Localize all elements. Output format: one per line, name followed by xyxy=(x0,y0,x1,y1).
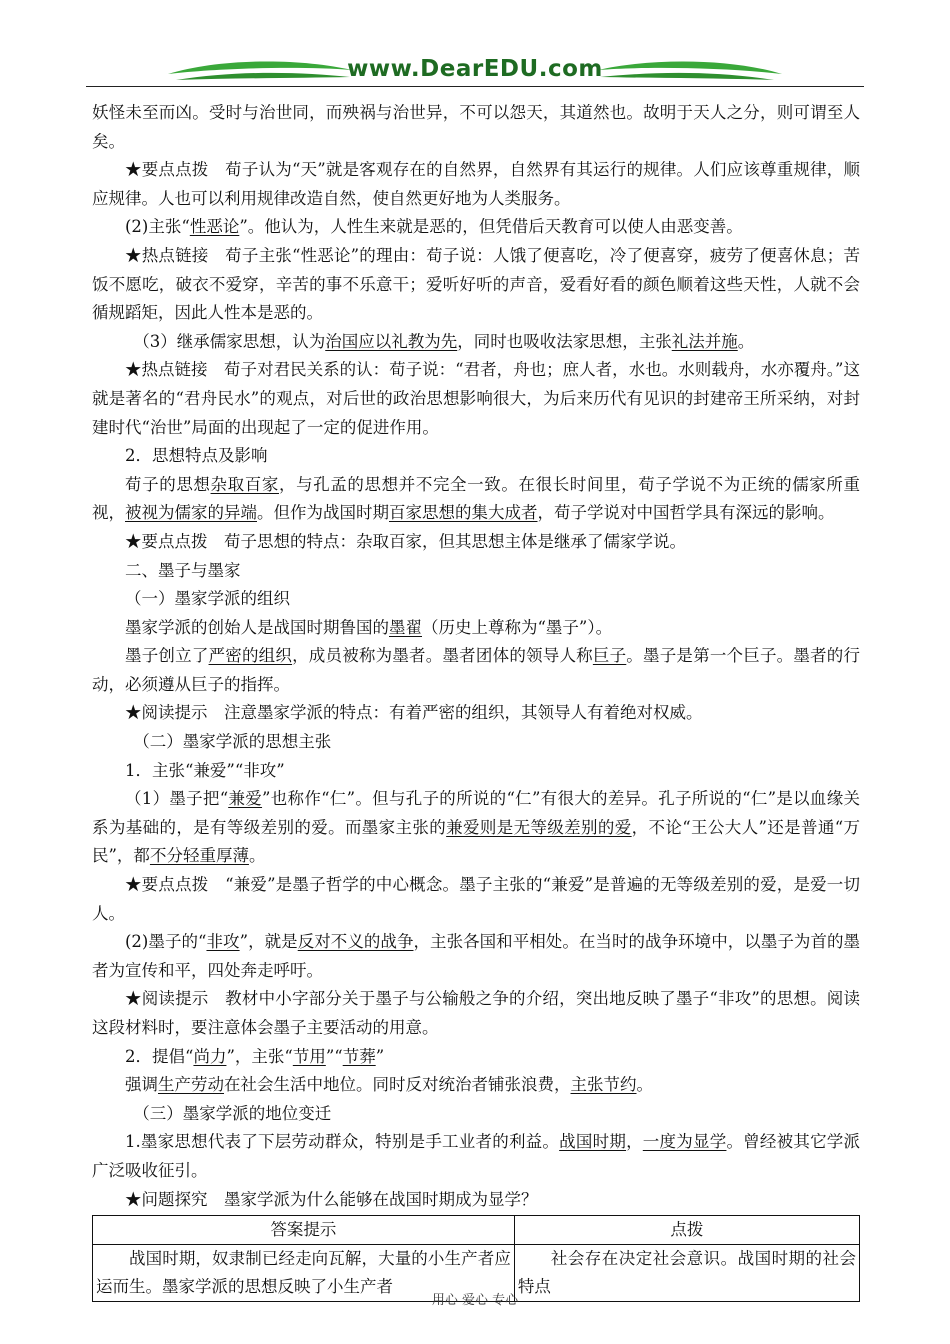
paragraph xyxy=(92,585,860,614)
text-run: ，同时也吸收法家思想，主张 xyxy=(457,331,672,351)
underlined-term: 不分轻重厚薄 xyxy=(149,846,249,866)
text-run: ★阅读提示 注意墨家学派的特点：有着严密的组织，其领导人有着绝对权威。 xyxy=(125,703,703,723)
paragraph xyxy=(92,471,860,528)
text-run: (2)墨子的“ xyxy=(125,932,207,952)
paragraph xyxy=(92,213,860,242)
site-url: www.DearEDU.com xyxy=(347,56,603,82)
paragraph xyxy=(92,1100,860,1129)
underlined-term: 兼爱 xyxy=(228,789,263,809)
text-run: 妖怪未至而凶。受时与治世同，而殃祸与治世异，不可以怨天，其道然也。故明于天人之分，则可谓至人矣。 xyxy=(92,103,860,151)
text-run: 。 xyxy=(737,331,755,351)
text-run: ★要点点拨 荀子认为“天”就是客观存在的自然界，自然界有其运行的规律。人们应该尊重规律，顺应规律。人也可以利用规律改造自然，使自然更好地为人类服务。 xyxy=(92,160,860,208)
text-run: 。但作为战国时期 xyxy=(257,503,389,523)
underlined-term: 严密的组织 xyxy=(208,646,293,666)
paragraph xyxy=(92,442,860,471)
paragraph xyxy=(92,699,860,728)
paragraph xyxy=(92,528,860,557)
document-body xyxy=(92,99,860,1302)
paragraph xyxy=(92,242,860,328)
underlined-term: 兼爱则是无等级差别的爱 xyxy=(446,817,632,837)
text-run: ，不论“王公大人”还是普通“万民”，都 xyxy=(92,817,861,866)
table-header-hint: 点拨 xyxy=(514,1216,859,1245)
underlined-term: 战国时期 xyxy=(559,1132,627,1152)
text-run: 2．提倡“ xyxy=(125,1046,194,1066)
text-run: ，成员被称为墨者。墨者团体的领导人称 xyxy=(292,646,593,666)
paragraph xyxy=(92,557,860,586)
table-cell-answer: 战国时期，奴隶制已经走向瓦解，大量的小生产者应运而生。墨家学派的思想反映了小生产者 xyxy=(93,1245,515,1302)
underlined-term: 墨翟 xyxy=(389,617,422,637)
text-run: （3）继承儒家思想，认为 xyxy=(133,331,326,351)
text-run: （三）墨家学派的地位变迁 xyxy=(133,1103,332,1123)
table-header-answer: 答案提示 xyxy=(93,1216,515,1245)
text-run: ，荀子学说对中国哲学具有深远的影响。 xyxy=(537,503,835,523)
text-run: 墨家学派的创始人是战国时期鲁国的 xyxy=(125,617,389,637)
text-run: 墨子创立了 xyxy=(125,646,209,666)
text-run: 二、墨子与墨家 xyxy=(125,560,241,580)
text-run: ★要点点拨 荀子思想的特点：杂取百家，但其思想主体是继承了儒家学说。 xyxy=(125,531,686,551)
paragraph xyxy=(92,871,860,928)
text-run: ”，主张“ xyxy=(226,1046,293,1066)
page-header xyxy=(0,0,950,96)
underlined-term: 反对不义的战争 xyxy=(297,932,414,952)
underlined-term: 主张节约 xyxy=(570,1075,637,1095)
underlined-term: 礼法并施 xyxy=(671,331,738,351)
text-run: 。曾经被其它学派广泛吸收征引。 xyxy=(92,1132,861,1180)
page-footer: 用心 爱心 专心 xyxy=(431,1293,519,1308)
paragraph xyxy=(92,757,860,786)
header-rule xyxy=(86,86,864,87)
text-run: （一）墨家学派的组织 xyxy=(125,589,290,609)
text-run: ，主张各国和平相处。在当时的战争环境中，以墨子为首的墨者为宣传和平，四处奔走呼吁。 xyxy=(92,932,861,980)
paragraph xyxy=(92,156,860,213)
underlined-term: 被视为儒家的异端 xyxy=(125,503,257,523)
text-run: 在社会生活中地位。同时反对统治者铺张浪费， xyxy=(224,1075,571,1095)
underlined-term: 巨子 xyxy=(592,646,627,666)
paragraph xyxy=(92,99,860,156)
underlined-term: 性恶论 xyxy=(189,217,240,237)
text-run: ， xyxy=(626,1132,643,1152)
text-run: ★阅读提示 教材中小字部分关于墨子与公输般之争的介绍，突出地反映了墨子“非攻”的思想。阅读这段材料时，要注意体会墨子主要活动的用意。 xyxy=(92,989,860,1037)
paragraph xyxy=(92,356,860,442)
text-run: 。 xyxy=(636,1075,653,1095)
text-run: ★要点点拨 “兼爱”是墨子哲学的中心概念。墨子主张的“兼爱”是普遍的无等级差别的爱，是爱一切人。 xyxy=(92,875,860,923)
text-run: 1.墨家思想代表了下层劳动群众，特别是手工业者的利益。 xyxy=(125,1132,560,1152)
underlined-term: 一度为显学 xyxy=(642,1132,727,1152)
paragraph xyxy=(92,928,860,985)
text-run: （二）墨家学派的思想主张 xyxy=(133,732,332,752)
text-run: （历史上尊称为“墨子”）。 xyxy=(422,617,613,637)
underlined-term: 百家思想的集大成者 xyxy=(389,503,538,523)
paragraph xyxy=(92,985,860,1042)
text-run: 1．主张“兼爱”“非攻” xyxy=(125,760,285,780)
text-run: （1）墨子把“ xyxy=(125,789,229,809)
paragraph xyxy=(92,1071,860,1100)
underlined-term: 非攻 xyxy=(206,932,240,952)
text-run: (2)主张“ xyxy=(125,217,190,237)
text-run: ，与孔孟的思想并不完全一致。在很长时间里，荀子学说不为正统的儒家所重视， xyxy=(92,474,861,523)
paragraph xyxy=(92,1186,860,1215)
paragraph xyxy=(92,614,860,643)
paragraph xyxy=(92,642,860,699)
text-run: 2．思想特点及影响 xyxy=(125,446,268,466)
paragraph xyxy=(92,328,860,357)
text-run: ”“ xyxy=(325,1046,343,1066)
text-run: 荀子的思想 xyxy=(125,474,211,494)
paragraph xyxy=(92,1043,860,1072)
underlined-term: 生产劳动 xyxy=(158,1075,224,1095)
underlined-term: 节葬 xyxy=(342,1046,376,1066)
paragraph xyxy=(92,785,860,871)
text-run: 。墨子是第一个巨子。墨者的行动，必须遵从巨子的指挥。 xyxy=(92,646,861,694)
table-header-row xyxy=(93,1216,860,1245)
paragraph-list xyxy=(92,99,860,1214)
text-run: ” xyxy=(375,1046,385,1066)
underlined-term: 治国应以礼教为先 xyxy=(325,331,458,351)
paragraph xyxy=(92,1128,860,1185)
underlined-term: 节用 xyxy=(292,1046,326,1066)
text-run: ”。他认为，人性生来就是恶的，但凭借后天教育可以使人由恶变善。 xyxy=(239,217,743,237)
paragraph xyxy=(92,728,860,757)
table-cell-hint: 社会存在决定社会意识。战国时期的社会特点 xyxy=(514,1245,859,1302)
underlined-term: 杂取百家 xyxy=(210,474,279,494)
text-run: ”也称作“仁”。但与孔子的所说的“仁”有很大的差异。孔子所说的“仁”是以血缘关系为基础的，是有等级差别的爱。而墨家主张的 xyxy=(92,789,861,837)
text-run: ★热点链接 荀子主张“性恶论”的理由：荀子说：人饿了便喜吃，冷了便喜穿，疲劳了便喜休息；苦饭不愿吃，破衣不爱穿，辛苦的事不乐意干；爱听好听的声音，爱看好看的颜色顺着这些天性，人就不会循规蹈矩，因此人性本是恶的。 xyxy=(92,245,860,323)
text-run: ★热点链接 荀子对君民关系的认：荀子说：“君者，舟也；庶人者，水也。水则载舟，水亦覆舟。”这就是著名的“君舟民水”的观点，对后世的政治思想影响很大，为后来历代有见识的封建帝王所采纳，对封建时代“治世”局面的出现起了一定的促进作用。 xyxy=(92,360,860,437)
text-run: 强调 xyxy=(125,1075,158,1095)
text-run: ”，就是 xyxy=(239,932,298,952)
underlined-term: 尚力 xyxy=(193,1046,227,1066)
text-run: 。 xyxy=(248,846,266,866)
text-run: ★问题探究 墨家学派为什么能够在战国时期成为显学？ xyxy=(125,1189,538,1209)
